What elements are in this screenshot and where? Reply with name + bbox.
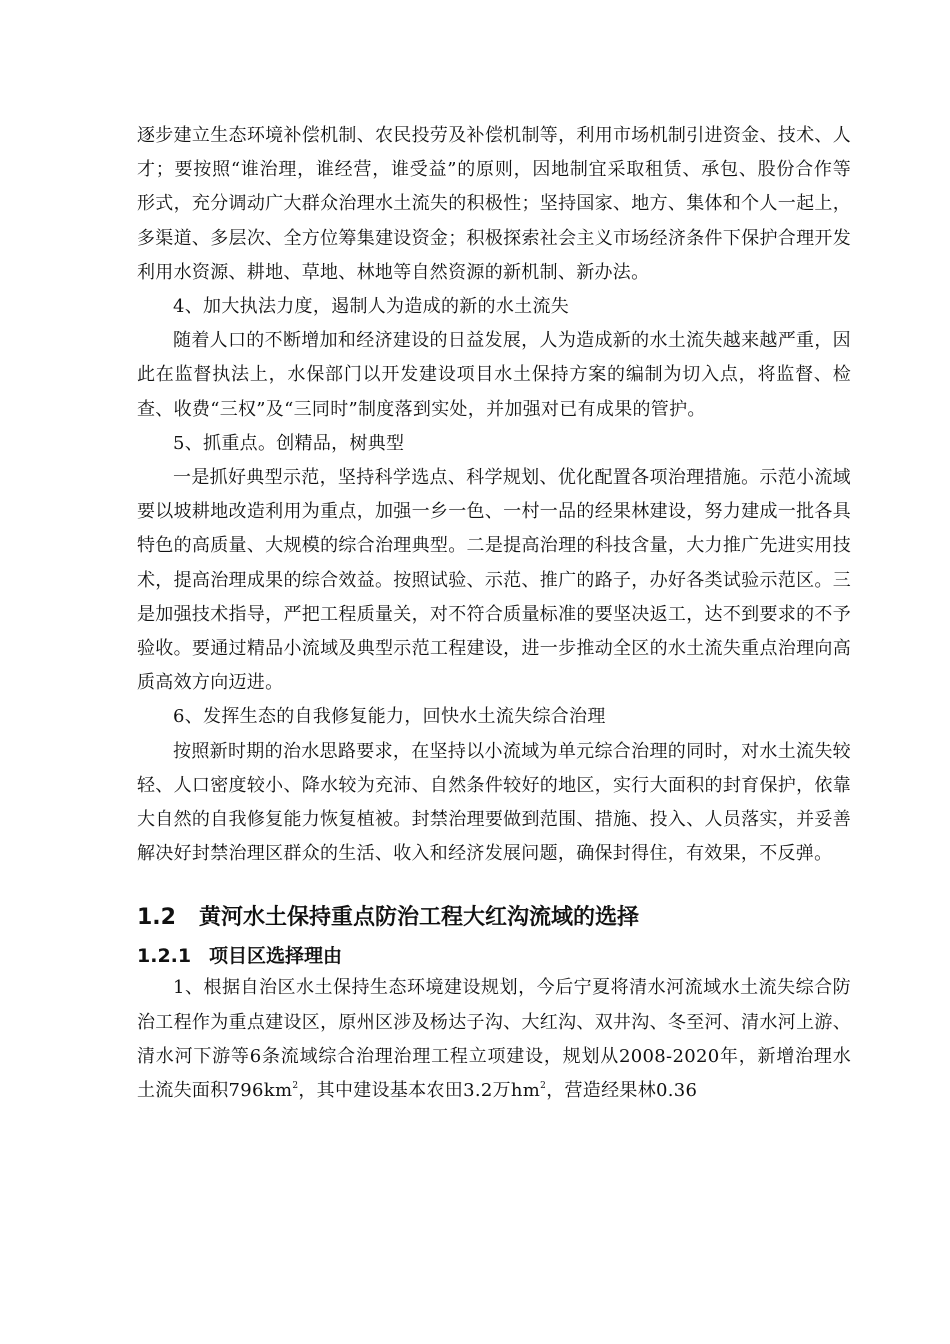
- subsection-number: 1.2.1: [137, 945, 192, 968]
- paragraph-self-repair: 按照新时期的治水思路要求，在坚持以小流域为单元综合治理的同时，对水土流失较轻、人口密度较小、降水较为充沛、自然条件较好的地区，实行大面积的封育保护，依靠大自然的自我修复能力恢复植被。封禁治理要做到范围、措施、投入、人员落实，并妥善解决好封禁治理区群众的生活、收入和经济发展问题，确保封得住，有效果，不反弹。: [137, 740, 851, 865]
- superscript-b: 2: [540, 1081, 547, 1092]
- paragraph-project-selection: [137, 971, 851, 1108]
- section-title: 黄河水土保持重点防治工程大红沟流域的选择: [199, 905, 640, 931]
- subsection-title: 项目区选择理由: [209, 945, 343, 968]
- heading-item-4: 4、加大执法力度，遏制人为造成的新的水土流失: [173, 296, 570, 318]
- paragraph-text-part-a: 1、根据自治区水土保持生态环境建设规划，今后宁夏将清水河流域水土流失综合防治工程作为重点建设区，原州区涉及杨达子沟、大红沟、双井沟、冬至河、清水河上游、清水河下游等6条流域综合治理治理工程立项建设，规划从2008-2020年，新增治理水土流失面积796km: [137, 977, 851, 1102]
- superscript-a: 2: [292, 1081, 299, 1092]
- document-page: [137, 119, 851, 1108]
- section-number: 1.2: [137, 905, 176, 931]
- paragraph-text-part-b: ，其中建设基本农田3.2万hm: [298, 1080, 541, 1102]
- heading-item-5: 5、抓重点。创精品，树典型: [173, 432, 405, 454]
- heading-item-6: 6、发挥生态的自我修复能力，回快水土流失综合治理: [173, 706, 606, 728]
- subsection-heading: [137, 941, 851, 971]
- paragraph-key-demonstration: 一是抓好典型示范，坚持科学选点、科学规划、优化配置各项治理措施。示范小流域要以坡耕地改造利用为重点，加强一乡一色、一村一品的经果林建设，努力建成一批各具特色的高质量、大规模的综合治理典型。二是提高治理的科技含量，大力推广先进实用技术，提高治理成果的综合效益。按照试验、示范、推广的路子，办好各类试验示范区。三是加强技术指导，严把工程质量关，对不符合质量标准的要坚决返工，达不到要求的不予验收。要通过精品小流域及典型示范工程建设，进一步推动全区的水土流失重点治理向高质高效方向迈进。: [137, 467, 851, 694]
- section-heading: [137, 903, 851, 933]
- paragraph-law-enforcement: 随着人口的不断增加和经济建设的日益发展，人为造成新的水土流失越来越严重，因此在监督执法上，水保部门以开发建设项目水土保持方案的编制为切入点，将监督、检查、收费“三权”及“三同时”制度落到实处，并加强对已有成果的管护。: [137, 330, 851, 420]
- paragraph-compensation-mechanism: 逐步建立生态环境补偿机制、农民投劳及补偿机制等，利用市场机制引进资金、技术、人才；要按照“谁治理，谁经营，谁受益”的原则，因地制宜采取租赁、承包、股份合作等形式，充分调动广大群众治理水土流失的积极性；坚持国家、地方、集体和个人一起上，多渠道、多层次、全方位筹集建设资金；积极探索社会主义市场经济条件下保护合理开发利用水资源、耕地、草地、林地等自然资源的新机制、新办法。: [137, 125, 851, 283]
- paragraph-text-part-c: ，营造经果林0.36: [546, 1080, 698, 1102]
